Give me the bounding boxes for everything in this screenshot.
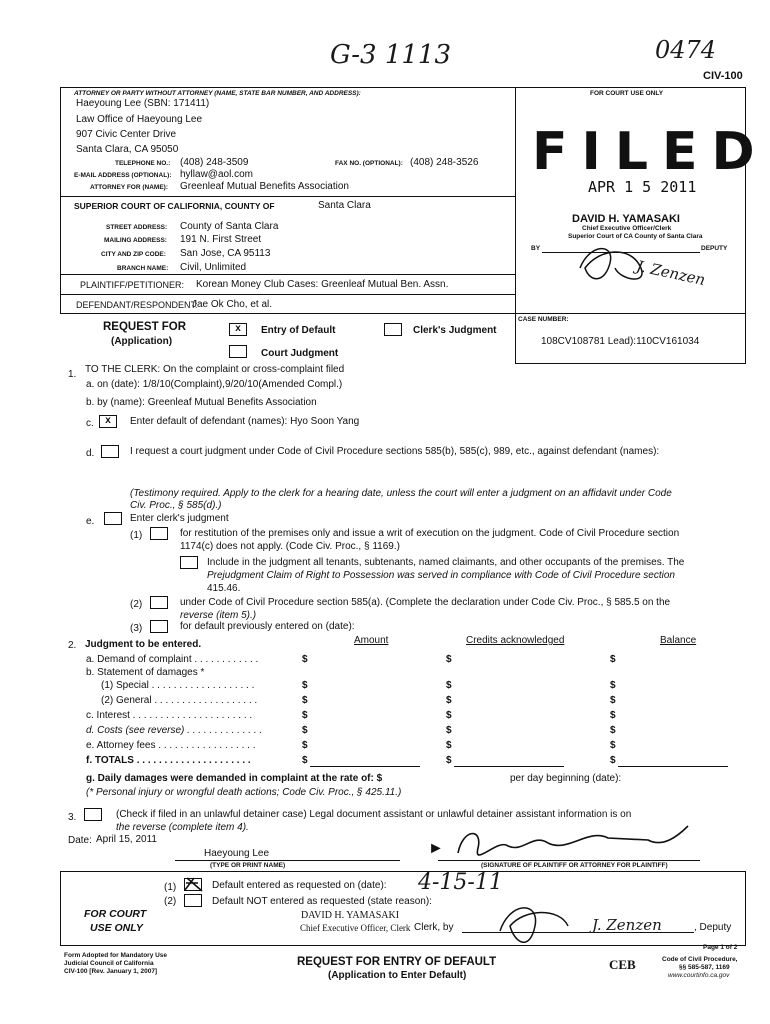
- court-use-left: [60, 871, 61, 946]
- dollar-sign: $: [610, 680, 616, 691]
- case-number-value: 108CV108781 Lead):110CV161034: [541, 336, 700, 347]
- clerks-judgment-label: Clerk's Judgment: [413, 325, 497, 336]
- dollar-sign: $: [302, 755, 308, 766]
- total-credits-line: [454, 766, 564, 767]
- item1-testimony-2: Civ. Proc., § 585(d).): [130, 500, 222, 511]
- item1-e2-line1: under Code of Civil Procedure section 585(a). (Complete the declaration under Code Civ. Proc., § 585.5 on the: [180, 597, 671, 608]
- top-border: [60, 87, 746, 88]
- court-use-opt1: Default entered as requested on (date):: [212, 880, 387, 891]
- item1-testimony-1: (Testimony required. Apply to the clerk for a hearing date, unless the court will enter a judgment on an affidavit under Code: [130, 488, 672, 499]
- column-balance: Balance: [660, 635, 697, 646]
- attorney-city: Santa Clara, CA 95050: [76, 144, 179, 155]
- court-mailing: 191 N. First Street: [180, 234, 262, 245]
- dollar-sign: $: [446, 725, 452, 736]
- dollar-sign: $: [302, 695, 308, 706]
- footer-title2: (Application to Enter Default): [328, 970, 467, 981]
- item1-e1-line1: for restitution of the premises only and issue a writ of execution on the judgment. Code of Civil Procedure section: [180, 528, 680, 539]
- street-label: STREET ADDRESS:: [106, 224, 168, 231]
- court-use-bottom: [60, 945, 746, 946]
- filed-stamp: FILED: [532, 122, 769, 182]
- item1-d-checkbox[interactable]: [101, 445, 119, 458]
- form-id: CIV-100: [703, 70, 743, 82]
- stamp-clerk-title1: Chief Executive Officer/Clerk: [582, 225, 672, 232]
- attorney-firm: Law Office of Haeyoung Lee: [76, 114, 203, 125]
- court-use-header: FOR COURT USE ONLY: [590, 90, 664, 97]
- case-bottom: [515, 363, 746, 364]
- court-use-label2: USE ONLY: [90, 922, 143, 934]
- dollar-sign: $: [446, 695, 452, 706]
- include-line3: 415.46.: [207, 583, 241, 594]
- item1-d-text: I request a court judgment under Code of Civil Procedure sections 585(b), 585(c), 989, etc., against defendant (names):: [130, 446, 660, 457]
- name-caption: (TYPE OR PRINT NAME): [210, 862, 286, 869]
- item1-d-label: d.: [86, 448, 95, 459]
- item1-e3-text: for default previously entered on (date):: [180, 621, 355, 632]
- item3-checkbox[interactable]: [84, 808, 102, 821]
- court-use-clerk-name: DAVID H. YAMASAKI: [301, 910, 400, 921]
- left-border: [60, 87, 61, 313]
- default-date-handwritten: 4-15-11: [418, 870, 503, 895]
- court-branch: Civil, Unlimited: [180, 262, 247, 273]
- item2-number: 2.: [68, 640, 77, 651]
- item1-c-text: Enter default of defendant (names): Hyo Soon Yang: [130, 416, 360, 427]
- item1-e-text: Enter clerk's judgment: [130, 513, 229, 524]
- court-use-right: [745, 871, 746, 946]
- item2-g-per-day: per day beginning (date):: [510, 773, 622, 784]
- dollar-sign: $: [302, 725, 308, 736]
- include-checkbox[interactable]: [180, 556, 198, 569]
- court-use-clerk-title: Chief Executive Officer, Clerk: [300, 923, 411, 933]
- court-street: County of Santa Clara: [180, 221, 279, 232]
- include-line1: Include in the judgment all tenants, subtenants, named claimants, and other occupants of the premises. The: [207, 557, 685, 568]
- item1-e3-label: (3): [130, 623, 143, 634]
- court-heading: SUPERIOR COURT OF CALIFORNIA, COUNTY OF: [74, 201, 275, 211]
- plaintiff-value: Korean Money Club Cases: Greenleaf Mutual Ben. Assn.: [196, 279, 449, 290]
- stamp-clerk-signature: J. Zenzen: [634, 256, 707, 290]
- attorney-name: Haeyoung Lee (SBN: 171411): [76, 98, 210, 109]
- item1-e1-line2: 1174(c) does not apply. (Code Civ. Proc., § 1169.): [180, 541, 400, 552]
- court-city: San Jose, CA 95113: [180, 248, 271, 259]
- arrow-icon: ►: [428, 840, 444, 857]
- dollar-sign: $: [610, 695, 616, 706]
- dollar-sign: $: [446, 755, 452, 766]
- dollar-sign: $: [610, 755, 616, 766]
- item1-text: TO THE CLERK: On the complaint or cross-complaint filed: [85, 364, 345, 375]
- court-use-clerk-by: Clerk, by: [414, 922, 454, 933]
- column-credits: Credits acknowledged: [466, 635, 565, 646]
- footer-left3: CIV-100 [Rev. January 1, 2007]: [64, 968, 158, 975]
- clerk-signature: [490, 896, 580, 946]
- item1-e2-label: (2): [130, 599, 143, 610]
- item1-b: b. by (name): Greenleaf Mutual Benefits Association: [86, 397, 317, 408]
- item2-row-fees: e. Attorney fees . . . . . . . . . . . . . . . . . .: [86, 740, 256, 751]
- court-use-label1: FOR COURT: [84, 908, 147, 920]
- footer-right3: www.courtinfo.ca.gov: [668, 972, 730, 979]
- footer-left1: Form Adopted for Mandatory Use: [64, 952, 168, 959]
- attorney-signature: [438, 818, 698, 862]
- dollar-sign: $: [446, 740, 452, 751]
- defendant-label: DEFENDANT/RESPONDENT:: [76, 300, 198, 310]
- item2-row-interest: c. Interest . . . . . . . . . . . . . . . . . . . . . .: [86, 710, 253, 721]
- item1-e1-label: (1): [130, 530, 143, 541]
- email-label: E-MAIL ADDRESS (OPTIONAL):: [74, 172, 172, 179]
- dollar-sign: $: [302, 740, 308, 751]
- stamp-clerk-name: DAVID H. YAMASAKI: [572, 213, 680, 225]
- dollar-sign: $: [446, 710, 452, 721]
- entry-default-label: Entry of Default: [261, 325, 336, 336]
- item1-e2-checkbox[interactable]: [150, 596, 168, 609]
- handwritten-page-number: 0474: [655, 36, 717, 64]
- dollar-sign: $: [446, 680, 452, 691]
- court-county: Santa Clara: [318, 200, 371, 211]
- attorney-for-value: Greenleaf Mutual Benefits Association: [180, 181, 349, 192]
- court-use-opt2: Default NOT entered as requested (state reason):: [212, 896, 432, 907]
- item1-e2-line2: reverse (item 5).): [180, 610, 257, 621]
- email-value: hyllaw@aol.com: [180, 169, 253, 180]
- defendant-value: Jae Ok Cho, et al.: [192, 299, 273, 310]
- stamp-deputy-label: DEPUTY: [701, 245, 728, 252]
- footer-right2: §§ 585-587, 1169: [679, 964, 730, 971]
- court-use-opt2-checkbox[interactable]: [184, 894, 202, 907]
- court-judgment-checkbox[interactable]: [229, 345, 247, 358]
- request-divider: [60, 313, 746, 314]
- case-number-label: CASE NUMBER:: [518, 316, 569, 323]
- date-label: Date:: [68, 835, 92, 846]
- item1-e-checkbox[interactable]: [104, 512, 122, 525]
- ceb-logo: CEB: [609, 957, 636, 972]
- request-title: REQUEST FOR: [103, 321, 187, 333]
- date-value: April 15, 2011: [96, 834, 157, 845]
- item1-e3-checkbox[interactable]: [150, 620, 168, 633]
- fax-value: (408) 248-3526: [410, 157, 479, 168]
- include-line2: Prejudgment Claim of Right to Possession was served in compliance with Code of Civil Procedure section: [207, 570, 675, 581]
- item1-e-label: e.: [86, 516, 95, 527]
- item1-a: a. on (date): 1/8/10(Complaint),9/20/10(Amended Compl.): [86, 379, 343, 390]
- court-judgment-label: Court Judgment: [261, 348, 339, 359]
- footer-title1: REQUEST FOR ENTRY OF DEFAULT: [297, 956, 497, 968]
- attorney-street: 907 Civic Center Drive: [76, 129, 177, 140]
- defendant-divider: [60, 294, 516, 295]
- item2-row-special: (1) Special . . . . . . . . . . . . . . . . . . .: [101, 680, 255, 691]
- city-label: CITY AND ZIP CODE:: [101, 251, 166, 258]
- telephone-label: TELEPHONE NO.:: [115, 160, 171, 167]
- court-use-top: [60, 871, 746, 872]
- item2-row-costs: d. Costs (see reverse) . . . . . . . . . . . . . .: [86, 725, 263, 736]
- court-use-opt1-label: (1): [164, 882, 177, 893]
- dollar-sign: $: [610, 710, 616, 721]
- item3-text1: (Check if filed in an unlawful detainer case) Legal document assistant or unlawful detainer assistant information is on: [116, 809, 632, 820]
- case-divider: [515, 313, 516, 364]
- item2-row-general: (2) General . . . . . . . . . . . . . . . . . . .: [101, 695, 258, 706]
- court-use-opt2-label: (2): [164, 896, 177, 907]
- stamp-column-divider: [515, 87, 516, 313]
- filed-date: APR 1 5 2011: [588, 178, 697, 196]
- stamp-clerk-title2: Superior Court of CA County of Santa Clara: [568, 233, 703, 240]
- item2-row-demand: a. Demand of complaint . . . . . . . . . . . .: [86, 654, 259, 665]
- footer-page: Page 1 of 2: [703, 944, 738, 951]
- telephone-value: (408) 248-3509: [180, 157, 249, 168]
- dollar-sign: $: [610, 725, 616, 736]
- item1-number: 1.: [68, 369, 77, 380]
- deputy-name: J. Zenzen: [592, 916, 662, 934]
- stamp-by-label: BY: [531, 245, 541, 252]
- name-line: [175, 860, 400, 861]
- dollar-sign: $: [446, 654, 452, 665]
- clerks-judgment-checkbox[interactable]: [384, 323, 402, 336]
- total-balance-line: [618, 766, 728, 767]
- item3-text2: the reverse (complete item 4).: [116, 822, 249, 833]
- dollar-sign: $: [610, 740, 616, 751]
- dollar-sign: $: [302, 680, 308, 691]
- dollar-sign: $: [610, 654, 616, 665]
- item2-row-totals: f. TOTALS . . . . . . . . . . . . . . . . . . . . .: [86, 755, 251, 766]
- signature-caption: (SIGNATURE OF PLAINTIFF OR ATTORNEY FOR PLAINTIFF): [481, 862, 668, 869]
- signature-line: [438, 860, 700, 861]
- footer-right1: Code of Civil Procedure,: [662, 956, 738, 963]
- attorney-for-label: ATTORNEY FOR (NAME):: [90, 184, 168, 191]
- signer-name: Haeyoung Lee: [204, 848, 270, 859]
- item1-c-checkbox[interactable]: x: [99, 415, 117, 428]
- item2-row-statement: b. Statement of damages *: [86, 667, 205, 678]
- dollar-sign: $: [302, 654, 308, 665]
- court-use-deputy: , Deputy: [694, 922, 732, 933]
- entry-default-checkbox[interactable]: x: [229, 323, 247, 336]
- item2-g-text: g. Daily damages were demanded in complaint at the rate of: $: [86, 773, 383, 784]
- item1-c-label: c.: [86, 418, 94, 429]
- fax-label: FAX NO. (OPTIONAL):: [335, 160, 403, 167]
- item3-number: 3.: [68, 812, 77, 823]
- mailing-label: MAILING ADDRESS:: [104, 237, 167, 244]
- item2-title: Judgment to be entered.: [85, 639, 202, 650]
- handwritten-top-number: G-3 1113: [330, 40, 452, 70]
- branch-label: BRANCH NAME:: [117, 265, 169, 272]
- checkmark-icon: [182, 874, 206, 894]
- court-divider: [60, 196, 516, 197]
- total-amount-line: [310, 766, 420, 767]
- attorney-label: ATTORNEY OR PARTY WITHOUT ATTORNEY (NAME, STATE BAR NUMBER, AND ADDRESS):: [74, 90, 361, 97]
- column-amount: Amount: [354, 635, 389, 646]
- parties-divider: [60, 274, 516, 275]
- item2-footnote: (* Personal injury or wrongful death actions; Code Civ. Proc., § 425.11.): [86, 787, 402, 798]
- plaintiff-label: PLAINTIFF/PETITIONER:: [80, 280, 185, 290]
- footer-left2: Judicial Council of California: [64, 960, 154, 967]
- request-subtitle: (Application): [111, 336, 173, 347]
- item1-e1-checkbox[interactable]: [150, 527, 168, 540]
- dollar-sign: $: [302, 710, 308, 721]
